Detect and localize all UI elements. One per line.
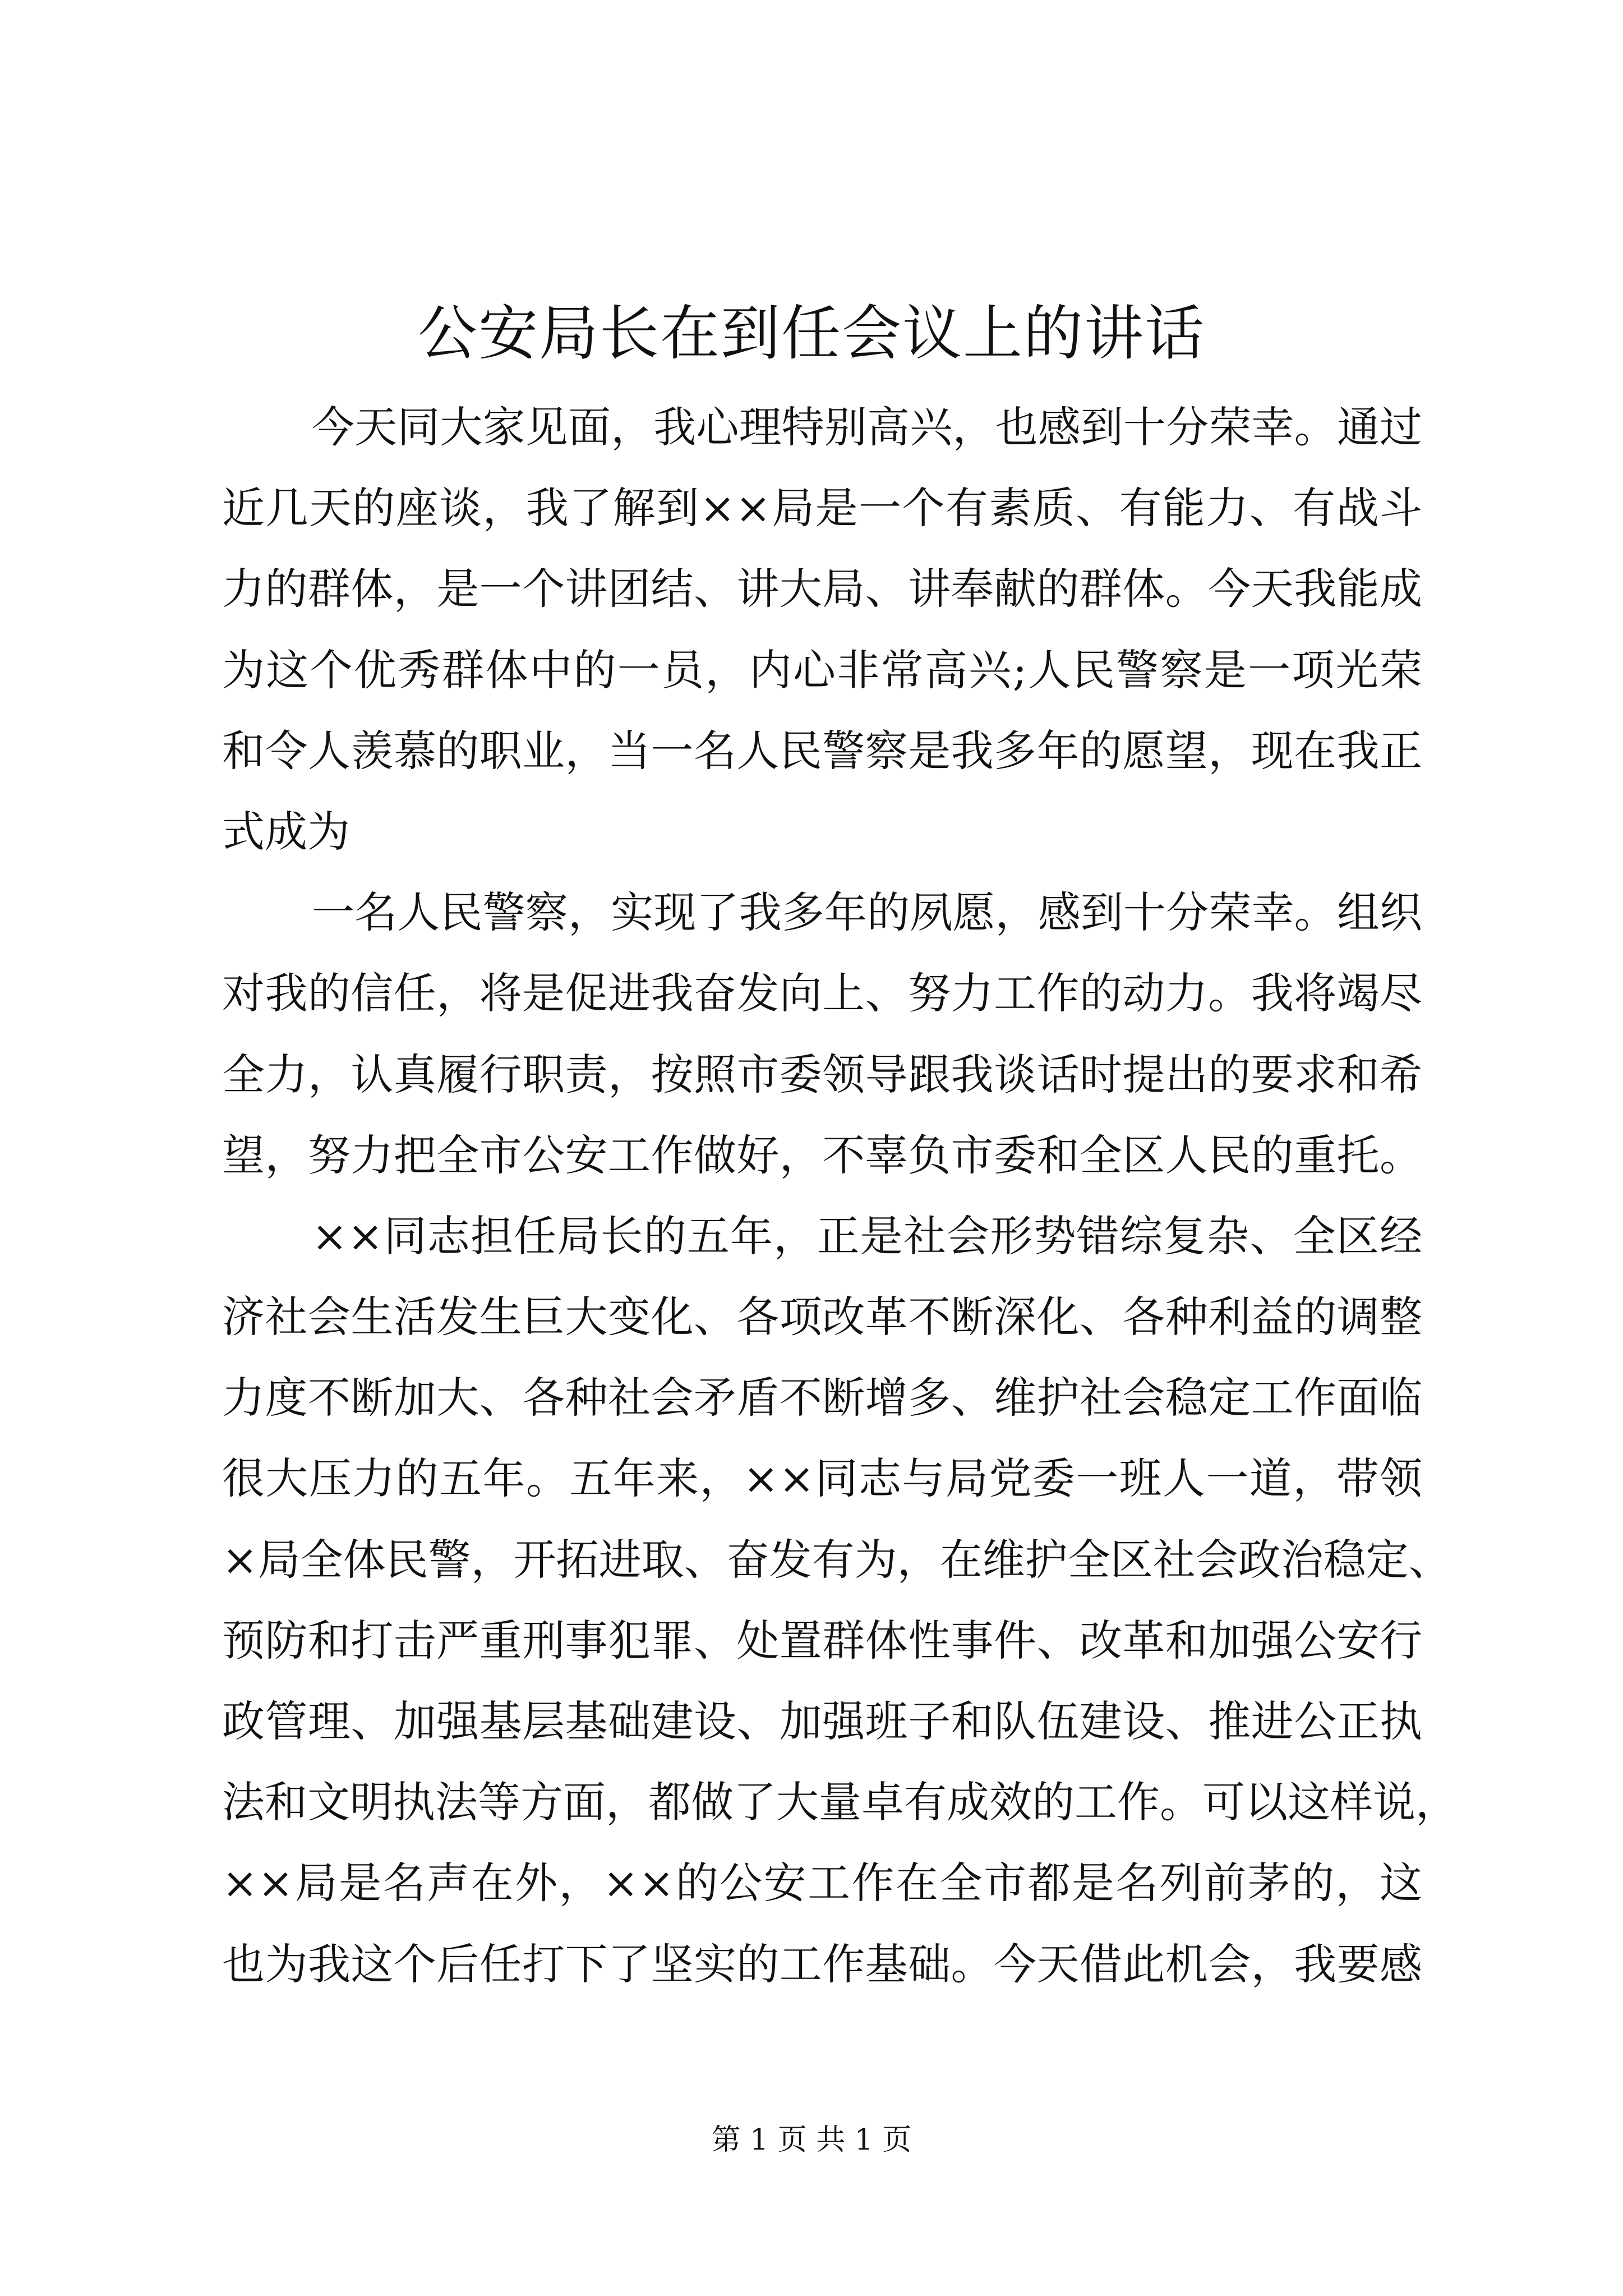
text-line: 今天同大家见面，我心理特别高兴，也感到十分荣幸。通过 [312, 402, 1422, 452]
text-line: 望，努力把全市公安工作做好，不辜负市委和全区人民的重托。 [222, 1130, 1422, 1180]
text-line: 和令人羡慕的职业，当一名人民警察是我多年的愿望，现在我正 [222, 725, 1422, 776]
paragraph-1 [222, 387, 1422, 872]
paragraph-3 [222, 1196, 1458, 2005]
document-title: 公安局长在到任会议上的讲话 [418, 299, 1205, 368]
text-line: 法和文明执法等方面，都做了大量卓有成效的工作。可以这样说， [222, 1777, 1458, 1828]
text-line: 也为我这个后任打下了坚实的工作基础。今天借此机会，我要感 [222, 1939, 1422, 1989]
text-line: 全力，认真履行职责，按照市委领导跟我谈话时提出的要求和希 [222, 1049, 1422, 1099]
document-body [222, 387, 1458, 2005]
text-line: 式成为 [222, 806, 350, 857]
text-line: ××同志担任局长的五年，正是社会形势错综复杂、全区经 [312, 1211, 1422, 1261]
text-line: ×局全体民警，开拓进取、奋发有为，在维护全区社会政治稳定、 [222, 1534, 1451, 1585]
text-line: 力度不断加大、各种社会矛盾不断增多、维护社会稳定工作面临 [222, 1373, 1422, 1423]
paragraph-2 [222, 872, 1422, 1196]
text-line: 为这个优秀群体中的一员，内心非常高兴;人民警察是一项光荣 [222, 645, 1422, 695]
text-line: 预防和打击严重刑事犯罪、处置群体性事件、改革和加强公安行 [222, 1615, 1422, 1665]
text-line: 一名人民警察，实现了我多年的夙愿，感到十分荣幸。组织 [312, 887, 1422, 938]
text-line: 对我的信任，将是促进我奋发向上、努力工作的动力。我将竭尽 [222, 968, 1422, 1019]
text-line: 济社会生活发生巨大变化、各项改革不断深化、各种利益的调整 [222, 1292, 1422, 1342]
text-line: 很大压力的五年。五年来，××同志与局党委一班人一道，带领 [222, 1453, 1422, 1504]
text-line: ××局是名声在外，××的公安工作在全市都是名列前茅的，这 [222, 1858, 1422, 1908]
text-line: 力的群体，是一个讲团结、讲大局、讲奉献的群体。今天我能成 [222, 564, 1422, 614]
text-line: 政管理、加强基层基础建设、加强班子和队伍建设、推进公正执 [222, 1696, 1422, 1746]
text-line: 近几天的座谈，我了解到××局是一个有素质、有能力、有战斗 [222, 483, 1422, 533]
page-number-footer: 第 1 页 共 1 页 [711, 2123, 912, 2157]
